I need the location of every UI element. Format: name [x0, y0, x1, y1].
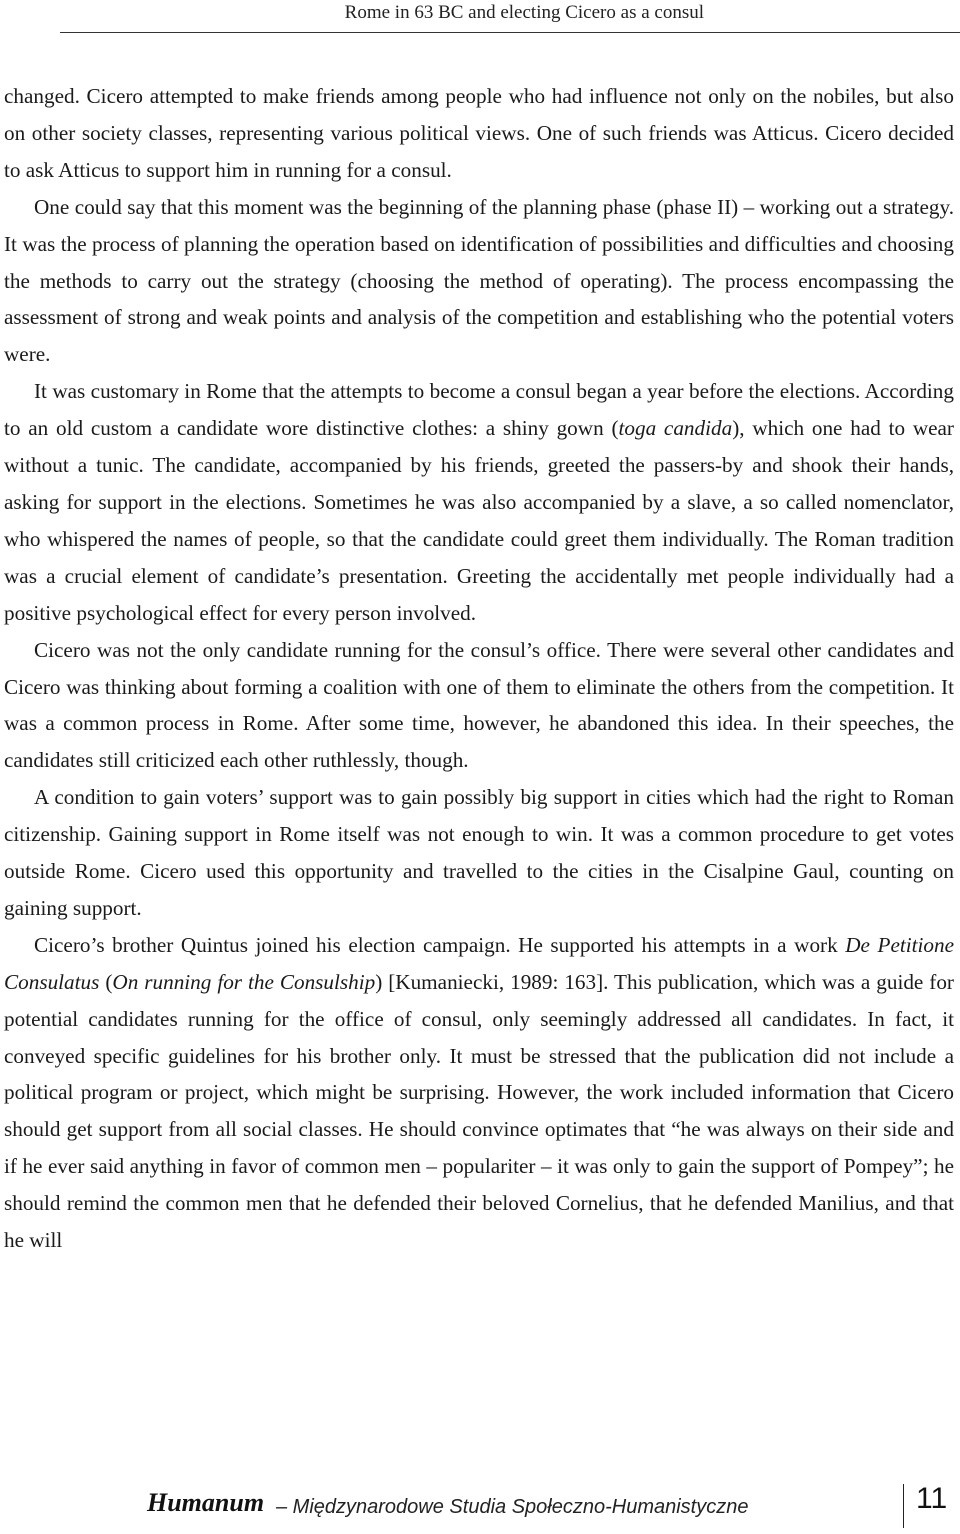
paragraph-5-text: A condition to gain voters’ support was to gain possibly big support in cities which had the right to Roman citizenship. Gaining support in Rome itself was not enough to win. It was a common procedure to get votes outside Rome. Cicero used this opportunity and travelled to the cities in the Cisalpine Gaul, counting on gaining support. [4, 785, 954, 920]
paragraph-6 [4, 927, 954, 1259]
journal-title: – Międzynarodowe Studia Społeczno-Humanistyczne [276, 1496, 749, 1518]
paragraph-2-text: One could say that this moment was the beginning of the planning phase (phase II) – working out a strategy. It was the process of planning the operation based on identification of possibilities and difficulties and choosing the methods to carry out the strategy (choosing the method of operating). The process encompassing the assessment of strong and weak points and analysis of the competition and establishing who the potential voters were. [4, 194, 954, 367]
paragraph-6-text-c: ) [Kumaniecki, 1989: 163]. This publication, which was a guide for potential candidates running for the office of consul, only seemingly addressed all candidates. In fact, it conveyed specific guidelines for his brother only. It must be stressed that the publication did not include a political program or project, which might be surprising. However, the work included information that Cicero should get support from all social classes. He should convince optimates that “he was always on their side and if he ever said anything in favor of common men – popularite​r – it was only to gain the support of Pompey”; he should remind the common men that he defended their beloved Cornelius, that he defended Manilius, and that he will [4, 969, 954, 1253]
paragraph-6-text-a: Cicero’s brother Quintus joined his election campaign. He supported his attempts in a work [34, 932, 846, 957]
paragraph-5 [4, 779, 954, 927]
page-footer [0, 1472, 960, 1534]
paragraph-6-text-b: ( [99, 969, 113, 994]
toga-candida-term: toga candida [618, 416, 733, 441]
paragraph-4-text: Cicero was not the only candidate running for the consul’s office. There were several other candidates and Cicero was thinking about forming a coalition with one of them to eliminate the others from the competition. It was a common process in Rome. After some time, however, he abandoned this idea. In their speeches, the candidates still criticized each other ruthlessly, though. [4, 637, 954, 773]
paragraph-3-text-a: It was customary in Rome that the attempts to become a consul began a year before the elections. According to an old custom a candidate wore distinctive clothes: a shiny gown ( [4, 379, 954, 441]
header-rule [60, 32, 960, 33]
journal-logo: Humanum [147, 1488, 265, 1517]
paragraph-3 [4, 373, 954, 631]
running-header [0, 0, 960, 34]
paragraph-4 [4, 632, 954, 780]
paragraph-1 [4, 78, 954, 189]
paragraph-2 [4, 189, 954, 374]
paragraph-1-text: changed. Cicero attempted to make friends among people who had influence not only on the nobiles, but also on other society classes, representing various political views. One of such friends was Atticus. Cicero decided to ask Atticus to support him in running for a consul. [4, 84, 954, 182]
work-title-latin: De Petitione Consulatus [4, 932, 954, 994]
page-number: 11 [916, 1482, 948, 1515]
footer-divider [903, 1484, 904, 1528]
work-title-english: On running for the Consulship [112, 969, 376, 994]
paragraph-3-text-b: ), which one had to wear without a tunic. The candidate, accompanied by his friends, greeted the passers-by and shook their hands, asking for support in the elections. Sometimes he was also accompanied by a slave, a so called nomenclator, who whispered the names of people, so that the candidate could greet them individually. The Roman tradition was a crucial element of candidate’s presentation. Greeting the accidentally met people individually had a positive psychological effect for every person involved. [4, 416, 954, 625]
running-title: Rome in 63 BC and electing Cicero as a consul [344, 2, 704, 23]
body-text [4, 78, 954, 1259]
